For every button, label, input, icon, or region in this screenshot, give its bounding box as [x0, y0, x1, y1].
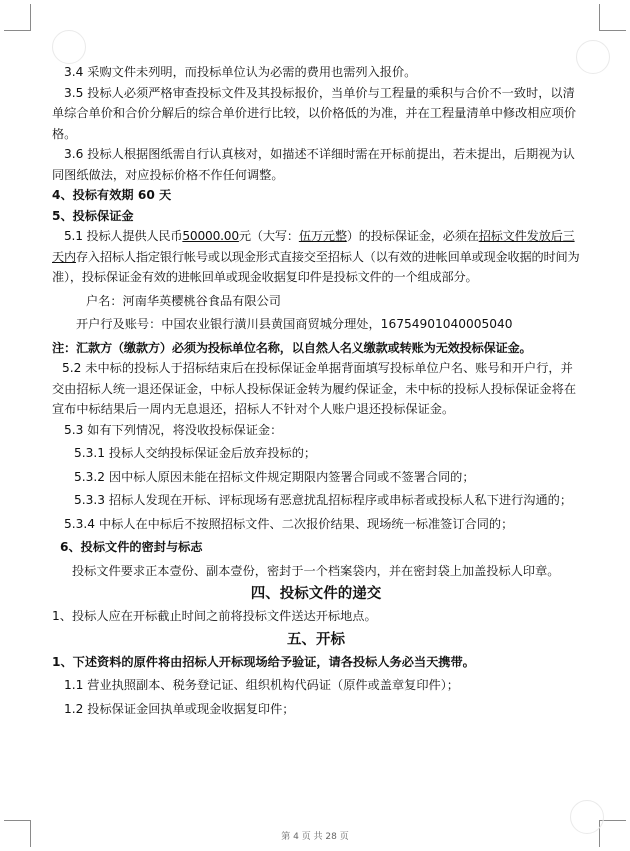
document-page [52, 62, 580, 719]
account-bank: 开户行及账号：中国农业银行潢川县黄国商贸城分理处，16754901040005040 [76, 317, 513, 331]
paragraph-5-3: 5.3 如有下列情况，将没收投标保证金： [64, 422, 283, 437]
text-segment: 存入招标人指定银行帐号或以现金形式直接交至招标人（以有效的进帐回单或现金收据的时间为准），投标保证金有效的进帐回单或现金收据复印件是投标文件的一个组成部分。 [52, 249, 580, 284]
paragraph-opening-1-2: 1.2 投标保证金回执单或现金收据复印件； [64, 701, 295, 716]
heading-bid-validity: 4、投标有效期 60 天 [52, 188, 172, 202]
paragraph-submission-1: 1、投标人应在开标截止时间之前将投标文件送达开标地点。 [52, 609, 377, 623]
bond-note: 注：汇款方（缴款方）必须为投标单位名称，以自然人名义缴款或转账为无效投标保证金。 [52, 340, 532, 355]
bond-deadline: 招标文件发放后三天内 [52, 229, 575, 264]
text-segment: 5.1 投标人提供人民币 [64, 229, 183, 243]
paragraph-opening-1-1: 1.1 营业执照副本、税务登记证、组织机构代码证（原件或盖章复印件）； [64, 678, 459, 692]
paragraph-opening-1: 1、下述资料的原件将由招标人开标现场给予验证，请各投标人务必当天携带。 [52, 654, 475, 669]
watermark-circle [52, 30, 86, 64]
paragraph-3-6: 3.6 投标人根据图纸需自行认真核对，如描述不详细时需在开标前提出，若未提出，后期视为认同图纸做法，对应投标价格不作任何调整。 [52, 147, 575, 182]
bond-amount-chinese: 伍万元整 [298, 229, 347, 243]
paragraph-5-3-2: 5.3.2 因中标人原因未能在招标文件规定期限内签署合同或不签署合同的； [74, 469, 475, 484]
paragraph-5-3-3: 5.3.3 招标人发现在开标、评标现场有恶意扰乱招标程序或串标者或投标人私下进行沟通的； [74, 493, 573, 507]
page-footer: 第 4 页 共 28 页 [281, 832, 349, 842]
section-title-bid-opening: 五、开标 [287, 631, 345, 648]
watermark-circle [576, 40, 610, 74]
paragraph-6: 投标文件要求正本壹份、副本壹份，密封于一个档案袋内，并在密封袋上加盖投标人印章。 [72, 563, 560, 578]
account-name: 户名：河南华英樱桃谷食品有限公司 [86, 293, 281, 308]
paragraph-5-3-4: 5.3.4 中标人在中标后不按照招标文件、二次报价结果、现场统一标准签订合同的； [64, 516, 514, 531]
section-title-submission: 四、投标文件的递交 [250, 586, 382, 602]
paragraph-5-2: 5.2 未中标的投标人于招标结束后在投标保证金单据背面填写投标单位户名、账号和开户行，并交由招标人统一退还保证金，中标人投标保证金转为履约保证金，未中标的投标人投标保证金将在宣布中标结果后一周内无息退还，招标人不针对个人账户退还投标保证金。 [52, 361, 577, 416]
crop-mark-top-right [599, 4, 626, 31]
heading-bid-bond: 5、投标保证金 [52, 208, 134, 223]
text-segment: ）的投标保证金，必须在 [346, 229, 479, 243]
text-segment: 元（大写： [238, 229, 299, 243]
paragraph-3-5: 3.5 投标人必须严格审查投标文件及其投标报价，当单价与工程量的乘积与合价不一致时，以清单综合单价和合价分解后的综合单价进行比较，以价格低的为准，并在工程量清单中修改相应项价格。 [52, 85, 577, 141]
paragraph-3-4: 3.4 采购文件未列明，而投标单位认为必需的费用也需列入报价。 [64, 65, 417, 79]
paragraph-5-3-1: 5.3.1 投标人交纳投标保证金后放弃投标的； [74, 446, 317, 460]
bond-amount: 50000.00 [182, 229, 239, 243]
paragraph-5-1 [52, 226, 580, 288]
heading-sealing: 6、投标文件的密封与标志 [60, 540, 203, 554]
crop-mark-top-left [4, 4, 31, 31]
